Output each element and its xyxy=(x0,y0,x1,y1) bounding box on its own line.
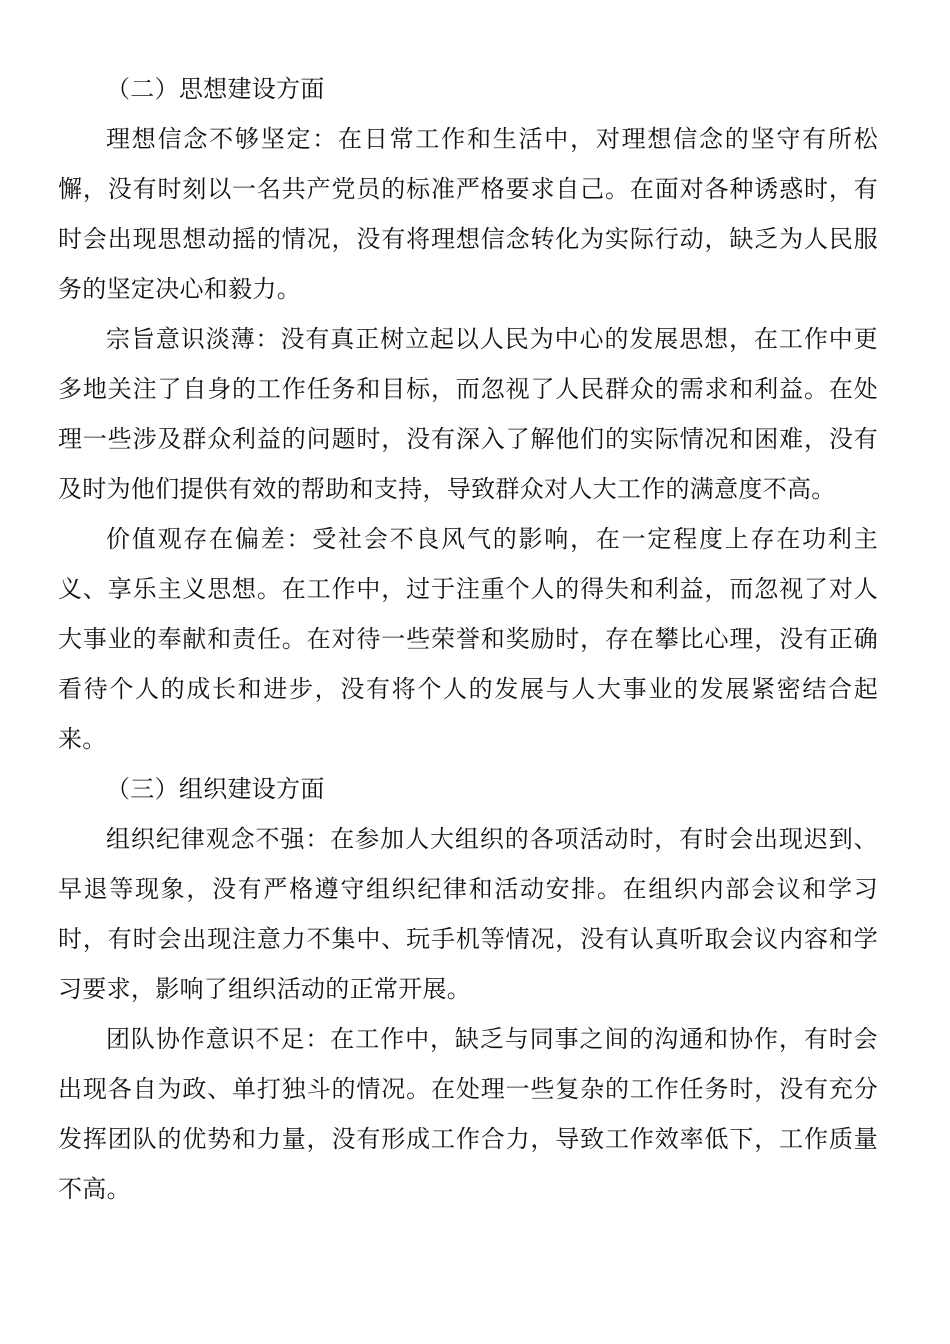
paragraph-purpose-awareness: 宗旨意识淡薄：没有真正树立起以人民为中心的发展思想，在工作中更多地关注了自身的工作任务和目标，而忽视了人民群众的需求和利益。在处理一些涉及群众利益的问题时，没有深入了解他们的实际情况和困难，没有及时为他们提供有效的帮助和支持，导致群众对人大工作的满意度不高。 xyxy=(58,325,878,503)
paragraph-teamwork: 团队协作意识不足：在工作中，缺乏与同事之间的沟通和协作，有时会出现各自为政、单打独斗的情况。在处理一些复杂的工作任务时，没有充分发挥团队的优势和力量，没有形成工作合力，导致工作效率低下，工作质量不高。 xyxy=(58,1025,878,1203)
document-page xyxy=(58,64,878,1214)
section-heading-ideology: （二）思想建设方面 xyxy=(106,75,325,103)
paragraph-discipline: 组织纪律观念不强：在参加人大组织的各项活动时，有时会出现迟到、早退等现象，没有严格遵守组织纪律和活动安排。在组织内部会议和学习时，有时会出现注意力不集中、玩手机等情况，没有认真听取会议内容和学习要求，影响了组织活动的正常开展。 xyxy=(58,825,878,1003)
section-heading-organization: （三）组织建设方面 xyxy=(106,775,325,803)
paragraph-values-deviation: 价值观存在偏差：受社会不良风气的影响，在一定程度上存在功利主义、享乐主义思想。在工作中，过于注重个人的得失和利益，而忽视了对人大事业的奉献和责任。在对待一些荣誉和奖励时，存在攀比心理，没有正确看待个人的成长和进步，没有将个人的发展与人大事业的发展紧密结合起来。 xyxy=(58,525,878,753)
paragraph-ideals-belief: 理想信念不够坚定：在日常工作和生活中，对理想信念的坚守有所松懈，没有时刻以一名共产党员的标准严格要求自己。在面对各种诱惑时，有时会出现思想动摇的情况，没有将理想信念转化为实际行动，缺乏为人民服务的坚定决心和毅力。 xyxy=(58,125,878,303)
